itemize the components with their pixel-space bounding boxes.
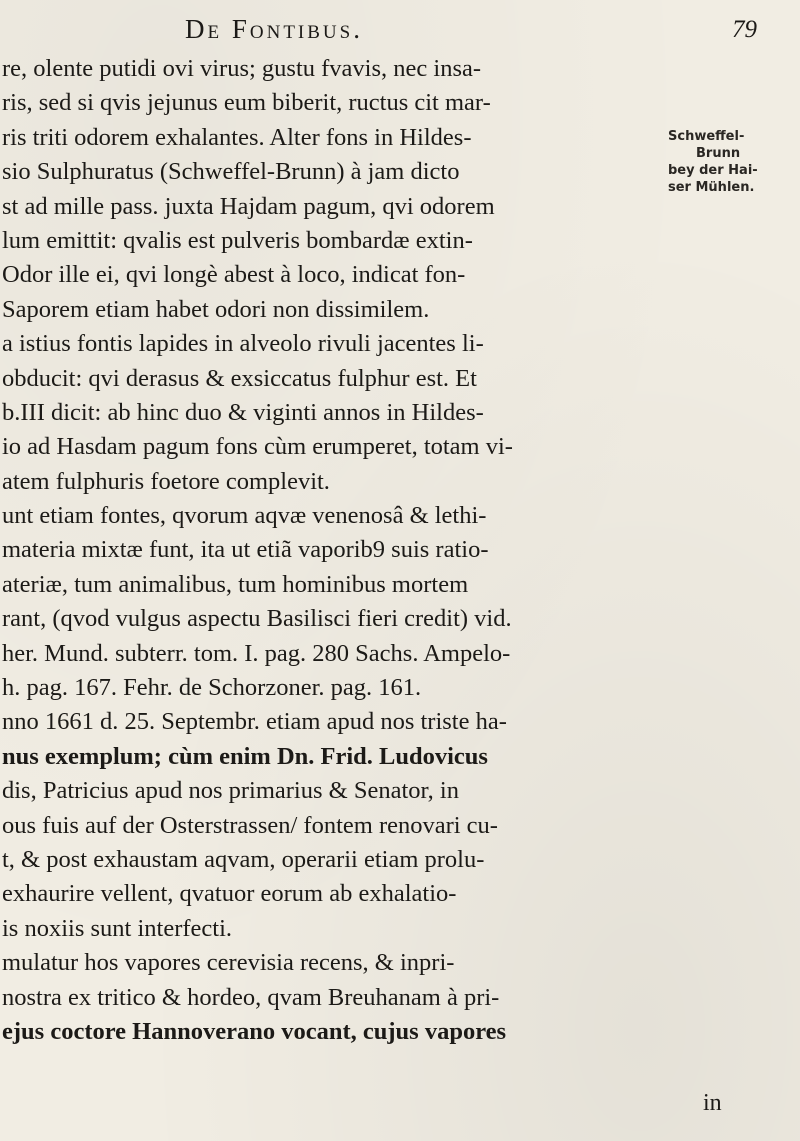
marginal-note-line: bey der Hai- <box>668 163 758 178</box>
page-header <box>0 14 800 54</box>
text-line: obducit: qvi derasus & exsiccatus fulphur est. Et <box>2 364 477 392</box>
text-line: ous fuis auf der Osterstrassen/ fontem renovari cu- <box>2 811 498 839</box>
text-line: her. Mund. subterr. tom. I. pag. 280 Sachs. Ampelo- <box>2 639 511 667</box>
text-line: ris triti odorem exhalantes. Alter fons in Hildes- <box>2 123 472 151</box>
text-line: unt etiam fontes, qvorum aqvæ venenosâ & lethi- <box>2 502 487 530</box>
text-line: rant, (qvod vulgus aspectu Basilisci fieri credit) vid. <box>2 605 512 633</box>
text-line: atem fulphuris foetore complevit. <box>2 467 330 495</box>
text-line: nus exemplum; cùm enim Dn. Frid. Ludovicus <box>2 742 488 770</box>
text-line: re, olente putidi ovi virus; gustu fvavis, nec insa- <box>2 55 482 82</box>
text-line: ris, sed si qvis jejunus eum biberit, ructus cit mar- <box>2 89 491 117</box>
marginal-note-line: ser Mühlen. <box>668 180 755 195</box>
marginal-note-line: Brunn <box>696 146 741 161</box>
text-line: ejus coctore Hannoverano vocant, cujus vapores <box>2 1017 507 1045</box>
text-line: st ad mille pass. juxta Hajdam pagum, qvi odorem <box>2 192 495 220</box>
text-line: Saporem etiam habet odori non dissimilem. <box>2 295 430 323</box>
text-line: h. pag. 167. Fehr. de Schorzoner. pag. 161. <box>2 674 422 702</box>
text-line: is noxiis sunt interfecti. <box>2 914 232 942</box>
running-head: De Fontibus. <box>185 14 363 44</box>
catchword: in <box>703 1090 722 1116</box>
text-line: a istius fontis lapides in alveolo rivuli jacentes li- <box>2 330 484 358</box>
text-line: Odor ille ei, qvi longè abest à loco, indicat fon- <box>2 261 466 289</box>
text-line: materia mixtæ funt, ita ut etiã vaporib9 suis ratio- <box>2 536 489 564</box>
text-line: ateriæ, tum animalibus, tum hominibus mortem <box>2 570 469 598</box>
page-number: 79 <box>732 16 757 43</box>
text-line: sio Sulphuratus (Schweffel-Brunn) à jam dicto <box>2 158 460 186</box>
body-text <box>0 52 800 1049</box>
text-line: lum emittit: qvalis est pulveris bombardæ extin- <box>2 226 473 254</box>
text-line: t, & post exhaustam aqvam, operarii etiam prolu- <box>2 845 485 873</box>
text-line: nno 1661 d. 25. Septembr. etiam apud nos triste ha- <box>2 708 507 736</box>
text-line: b.III dicit: ab hinc duo & viginti annos in Hildes- <box>2 398 484 426</box>
marginal-note-line: Schweffel- <box>668 129 745 144</box>
text-line: dis, Patricius apud nos primarius & Senator, in <box>2 777 459 805</box>
text-line: io ad Hasdam pagum fons cùm erumperet, totam vi- <box>2 433 513 461</box>
text-line: exhaurire vellent, qvatuor eorum ab exhalatio- <box>2 880 457 908</box>
text-line: nostra ex tritico & hordeo, qvam Breuhanam à pri- <box>2 983 500 1011</box>
marginal-note <box>668 128 798 196</box>
text-line: mulatur hos vapores cerevisia recens, & inpri- <box>2 949 455 977</box>
